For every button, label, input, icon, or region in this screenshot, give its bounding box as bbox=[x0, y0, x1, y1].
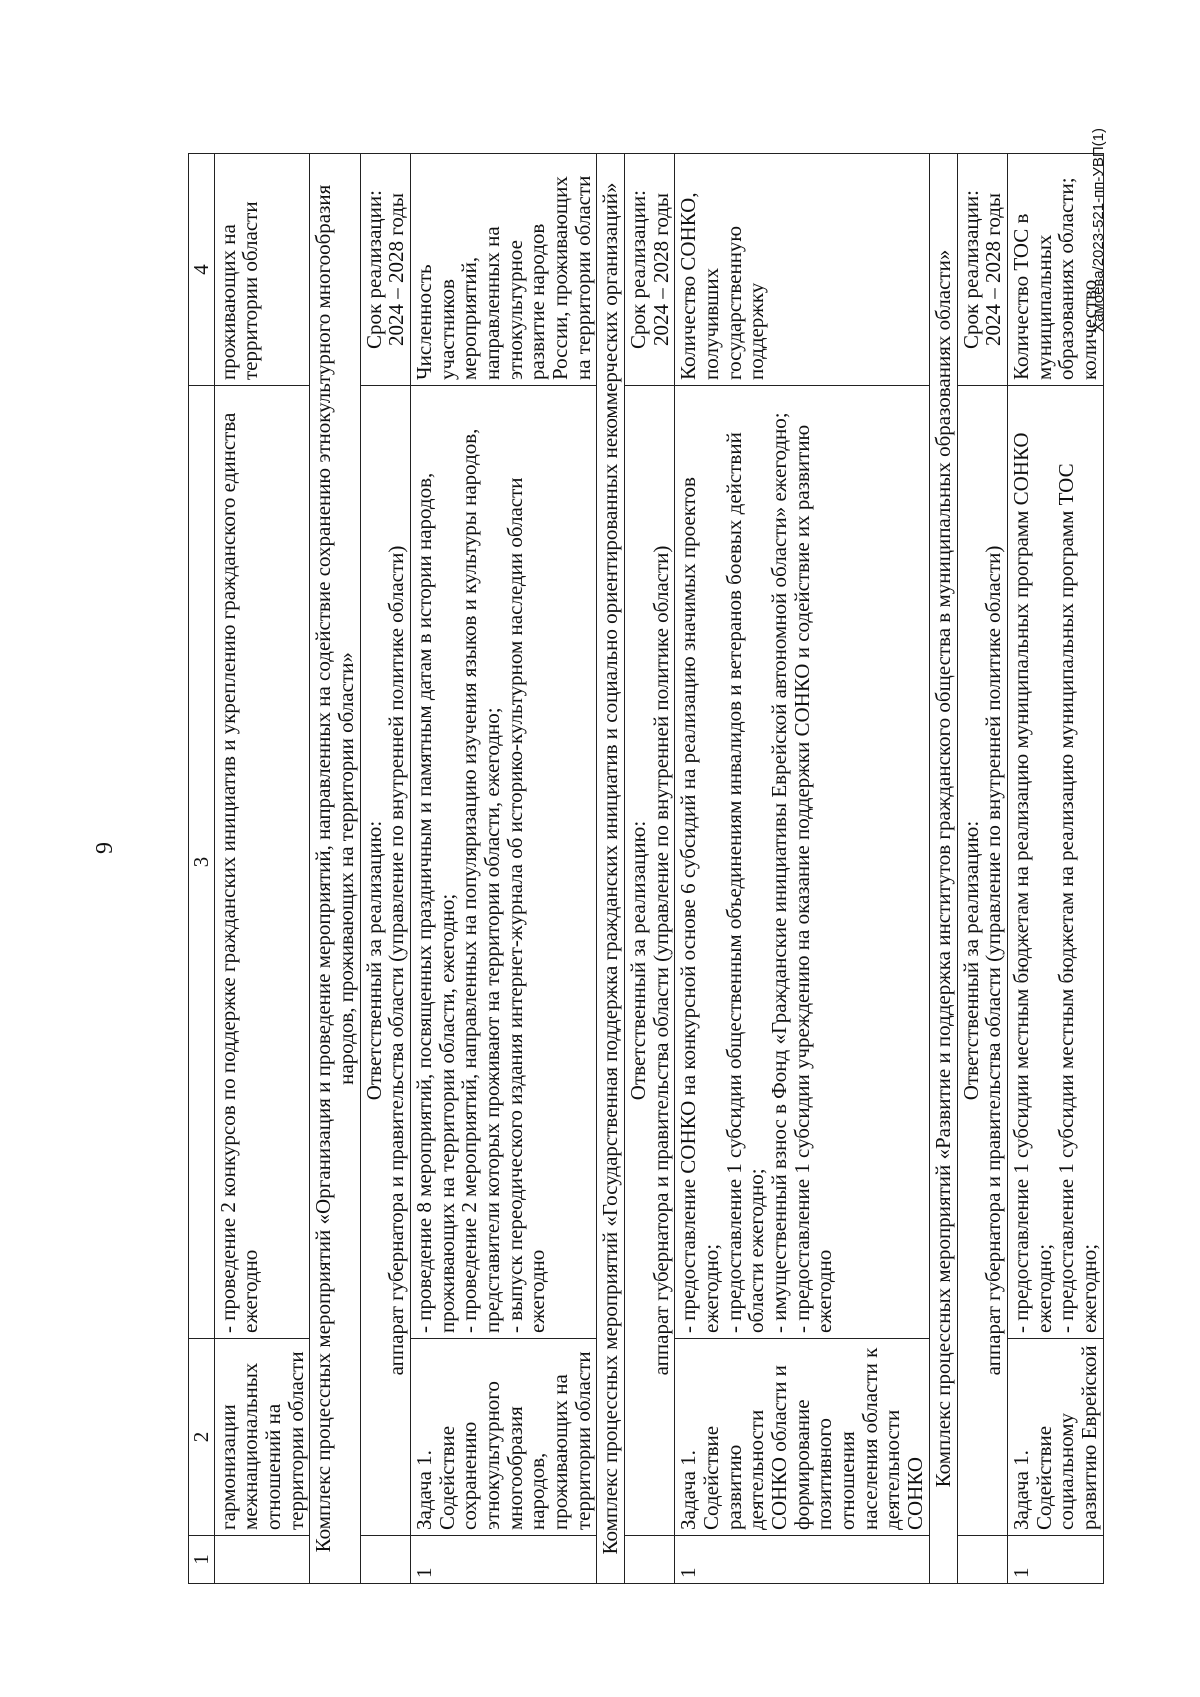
section-title: Комплекс процессных мероприятий «Организация и проведение мероприятий, направленных на содействие сохранению этнокультурного многообразия народов, проживающих на территории области» bbox=[310, 154, 360, 1584]
activities-cell bbox=[1007, 386, 1103, 1339]
responsible-cell bbox=[957, 386, 1007, 1536]
activity-item: - предоставление 1 субсидии общественным объединениям инвалидов и ветеранов боевых действий области ежегодно; bbox=[721, 432, 769, 1333]
activity-item: - предоставление СОНКО на конкурсной основе 6 субсидий на реализацию значимых проектов ежегодно; bbox=[676, 477, 724, 1333]
program-table bbox=[188, 153, 1104, 1584]
indicator-cell: Количество ТОС в муниципальных образованиях области; количество bbox=[1007, 154, 1103, 386]
column-header: 2 bbox=[189, 1339, 215, 1536]
responsible-cell bbox=[360, 386, 410, 1536]
document-footer: Хамоева/2023-521-пп-УВП(1) bbox=[1090, 128, 1107, 332]
column-header-row bbox=[189, 154, 215, 1584]
term-value: 2024 – 2028 годы bbox=[384, 192, 409, 347]
indicator-cell: Количество СОНКО, получивших государственную поддержку bbox=[675, 154, 929, 386]
section-title-row bbox=[597, 154, 625, 1584]
responsible-cell bbox=[625, 386, 675, 1536]
table-row bbox=[675, 154, 929, 1584]
indicator-cell: проживающих на территории области bbox=[214, 154, 310, 386]
activity-item: - имущественный взнос в Фонд «Гражданские инициативы Еврейской автономной области» ежегодно; bbox=[767, 412, 792, 1333]
responsible-text: аппарат губернатора и правительства области (управление по внутренней политике области) bbox=[648, 545, 673, 1376]
empty-cell bbox=[625, 1536, 675, 1584]
term-cell bbox=[957, 154, 1007, 386]
row-number-cell bbox=[214, 1536, 310, 1584]
table-row bbox=[214, 154, 310, 1584]
section-title-row bbox=[310, 154, 360, 1584]
section-title: Комплекс процессных мероприятий «Государственная поддержка гражданских инициатив и социально ориентированных некоммерческих организаций» bbox=[597, 154, 625, 1584]
responsible-label: Ответственный за реализацию: bbox=[958, 820, 983, 1101]
section-title-row bbox=[929, 154, 957, 1584]
row-number-cell: 1 bbox=[1007, 1536, 1103, 1584]
activity-item: - проведение 8 мероприятий, посвященных праздничным и памятным датам в истории народов, проживающих на территории области, ежегодно; bbox=[412, 472, 459, 1333]
activities-cell bbox=[675, 386, 929, 1339]
activities-cell bbox=[214, 386, 310, 1339]
responsible-row bbox=[625, 154, 675, 1584]
term-label: Срок реализации: bbox=[361, 190, 386, 349]
responsible-label: Ответственный за реализацию: bbox=[361, 820, 386, 1101]
activity-item: - выпуск переодического издания интернет-журнала об историко-культурном наследии области ежегодно bbox=[502, 477, 550, 1333]
row-number-cell: 1 bbox=[675, 1536, 929, 1584]
activity-item: - проведение 2 конкурсов по поддержке гражданских инициатив и укреплению гражданского единства ежегодно bbox=[215, 412, 263, 1333]
indicator-cell: Численность участников мероприятий, направленных на этнокультурное развитие народов России, проживающих на территории области bbox=[411, 154, 597, 386]
column-header: 1 bbox=[189, 1536, 215, 1584]
column-header: 3 bbox=[189, 386, 215, 1339]
column-header: 4 bbox=[189, 154, 215, 386]
page-number: 9 bbox=[92, 842, 118, 854]
empty-cell bbox=[957, 1536, 1007, 1584]
rotated-page bbox=[90, 68, 1110, 1628]
task-cell: гармонизации межнациональных отношений на территории области bbox=[214, 1339, 310, 1536]
term-cell bbox=[360, 154, 410, 386]
task-cell: Задача 1. Содействие развитию деятельности СОНКО области и формирование позитивного отношения населения области к деятельности СОНКО bbox=[675, 1339, 929, 1536]
task-cell: Задача 1. Содействие социальному развитию Еврейской bbox=[1007, 1339, 1103, 1536]
section-title: Комплекс процессных мероприятий «Развитие и поддержка институтов гражданского общества в муниципальных образованиях области» bbox=[929, 154, 957, 1584]
table-row bbox=[411, 154, 597, 1584]
term-value: 2024 – 2028 годы bbox=[648, 192, 673, 347]
term-label: Срок реализации: bbox=[958, 190, 983, 349]
table-row bbox=[1007, 154, 1103, 1584]
responsible-text: аппарат губернатора и правительства области (управление по внутренней политике области) bbox=[384, 545, 409, 1376]
responsible-row bbox=[360, 154, 410, 1584]
empty-cell bbox=[360, 1536, 410, 1584]
task-cell: Задача 1. Содействие сохранению этнокультурного многообразия народов, проживающих на территории области bbox=[411, 1339, 597, 1536]
term-label: Срок реализации: bbox=[626, 190, 651, 349]
activity-item: - проведение 2 мероприятий, направленных на популяризацию изучения языков и культуры народов, представители которых проживают на территории области, ежегодно; bbox=[457, 428, 505, 1333]
activity-item: - предоставление 1 субсидии местным бюджетам на реализацию муниципальных программ ТОС ежегодно; bbox=[1054, 463, 1101, 1333]
responsible-label: Ответственный за реализацию: bbox=[626, 820, 651, 1101]
responsible-row bbox=[957, 154, 1007, 1584]
activity-item: - предоставление 1 субсидии учреждению на оказание поддержки СОНКО и содействие их развитию ежегодно bbox=[789, 424, 837, 1333]
term-value: 2024 – 2028 годы bbox=[981, 192, 1006, 347]
activities-cell bbox=[411, 386, 597, 1339]
term-cell bbox=[625, 154, 675, 386]
row-number-cell: 1 bbox=[411, 1536, 597, 1584]
activity-item: - предоставление 1 субсидии местным бюджетам на реализацию муниципальных программ СОНКО ежегодно; bbox=[1008, 432, 1056, 1333]
responsible-text: аппарат губернатора и правительства области (управление по внутренней политике области) bbox=[981, 545, 1006, 1376]
